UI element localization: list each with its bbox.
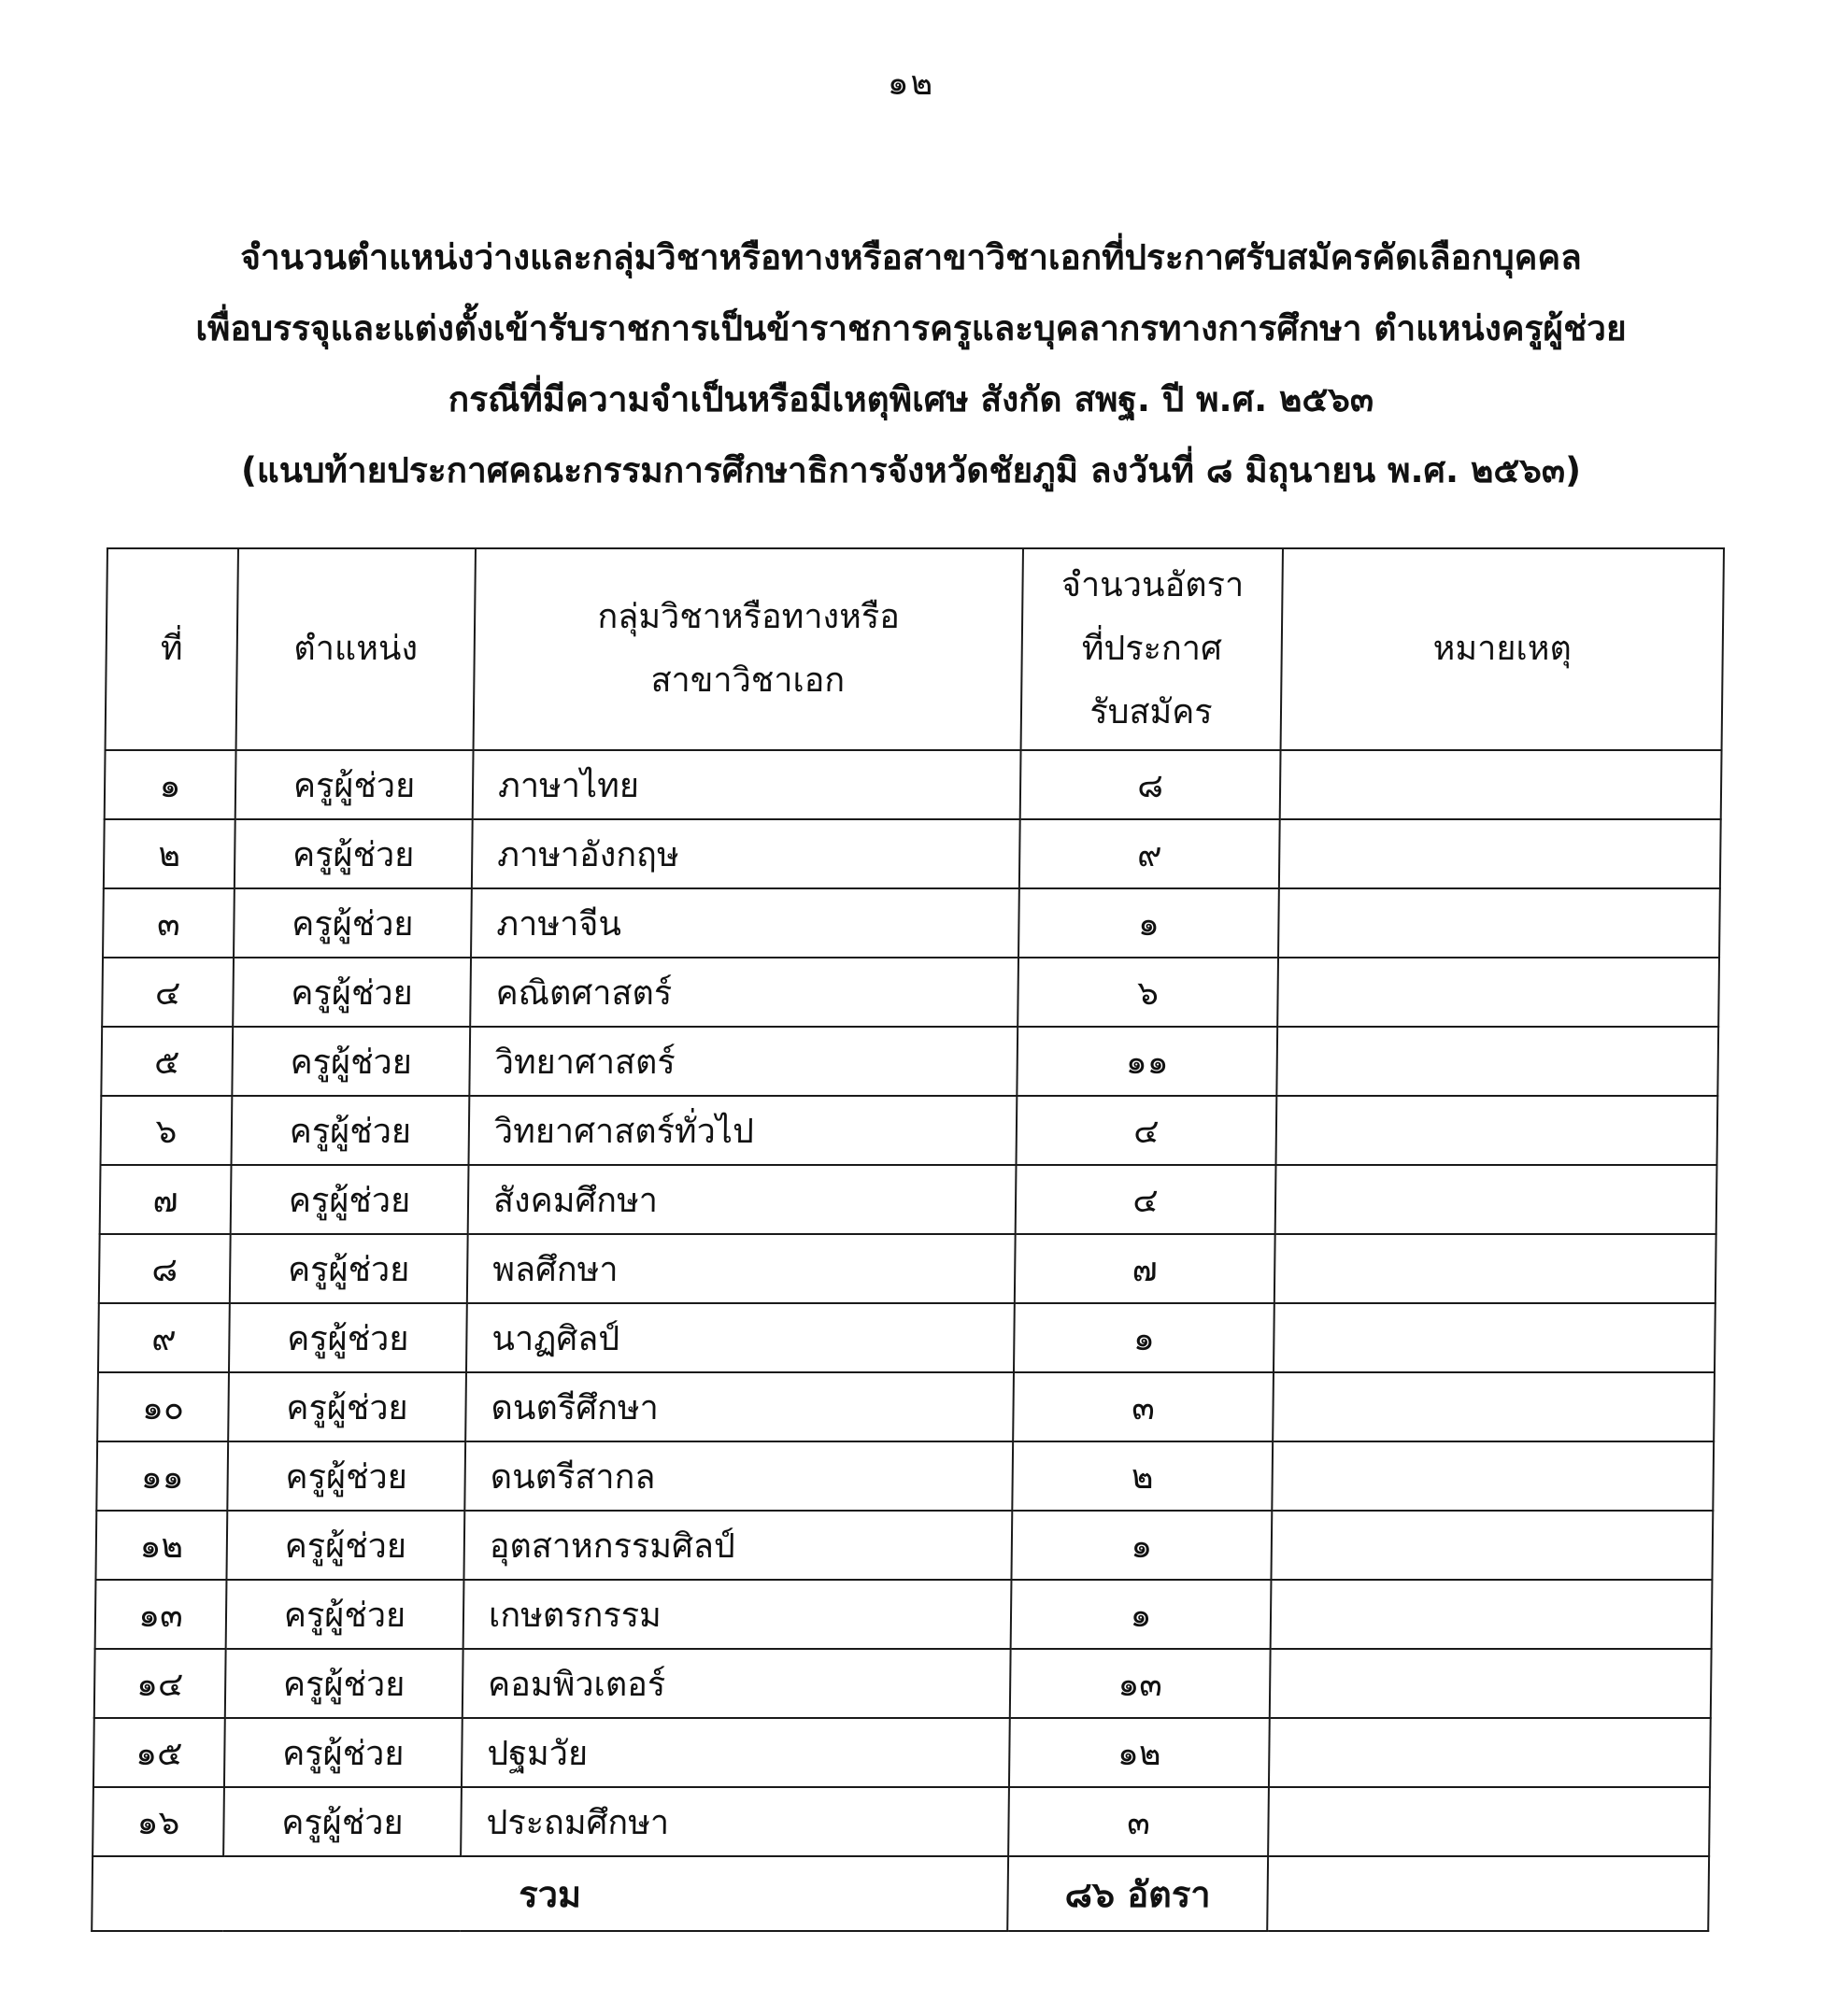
- total-row: [92, 1856, 1709, 1931]
- cell-position: ครูผู้ช่วย: [231, 1165, 469, 1234]
- cell-subject: เกษตรกรรม: [463, 1580, 1012, 1649]
- cell-subject: ภาษาไทย: [473, 750, 1021, 819]
- cell-no: ๑๑: [96, 1441, 228, 1511]
- header-subject: [474, 548, 1023, 750]
- cell-no: ๔: [102, 958, 234, 1027]
- table-row: [100, 1165, 1717, 1234]
- cell-note: [1280, 750, 1722, 819]
- cell-position: ครูผู้ช่วย: [233, 958, 471, 1027]
- cell-count: ๘: [1020, 750, 1281, 819]
- cell-note: [1271, 1511, 1713, 1580]
- cell-subject: ดนตรีสากล: [464, 1441, 1013, 1511]
- cell-count: ๑๒: [1009, 1718, 1270, 1787]
- cell-count: ๑: [1011, 1580, 1272, 1649]
- cell-note: [1275, 1165, 1717, 1234]
- header-note: หมายเหตุ: [1281, 548, 1724, 750]
- cell-count: ๒: [1012, 1441, 1273, 1511]
- cell-no: ๑๕: [93, 1718, 225, 1787]
- cell-subject: ภาษาอังกฤษ: [472, 819, 1020, 888]
- cell-position: ครูผู้ช่วย: [223, 1787, 462, 1856]
- cell-note: [1272, 1441, 1714, 1511]
- page-number: ๑๒: [887, 64, 935, 103]
- cell-count: ๑: [1011, 1511, 1272, 1580]
- cell-count: ๔: [1017, 1096, 1277, 1165]
- table-body: [92, 750, 1721, 1931]
- table-row: [104, 819, 1721, 888]
- cell-subject: ภาษาจีน: [471, 888, 1019, 958]
- cell-position: ครูผู้ช่วย: [224, 1718, 463, 1787]
- document-heading: [56, 222, 1766, 506]
- cell-count: ๑: [1018, 888, 1279, 958]
- heading-line-4: (แนบท้ายประกาศคณะกรรมการศึกษาธิการจังหวัดชัยภูมิ ลงวันที่ ๘ มิถุนายน พ.ศ. ๒๕๖๓): [240, 450, 1582, 490]
- cell-no: ๑: [105, 750, 236, 819]
- cell-note: [1268, 1787, 1710, 1856]
- cell-position: ครูผู้ช่วย: [230, 1234, 468, 1303]
- cell-position: ครูผู้ช่วย: [234, 888, 472, 958]
- total-note: [1267, 1856, 1709, 1931]
- table-row: [102, 958, 1719, 1027]
- cell-subject: พลศึกษา: [467, 1234, 1016, 1303]
- table-row: [93, 1718, 1711, 1787]
- header-count-line-2: ที่ประกาศ: [1081, 630, 1223, 668]
- cell-note: [1270, 1649, 1712, 1718]
- cell-note: [1279, 819, 1721, 888]
- total-count: ๘๖ อัตรา: [1007, 1856, 1268, 1931]
- cell-position: ครูผู้ช่วย: [226, 1511, 464, 1580]
- cell-count: ๖: [1018, 958, 1278, 1027]
- cell-no: ๓: [103, 888, 235, 958]
- table-row: [96, 1441, 1714, 1511]
- cell-note: [1274, 1234, 1716, 1303]
- cell-subject: วิทยาศาสตร์ทั่วไป: [469, 1096, 1018, 1165]
- cell-no: ๗: [100, 1165, 232, 1234]
- cell-position: ครูผู้ช่วย: [225, 1649, 463, 1718]
- cell-no: ๑๔: [94, 1649, 226, 1718]
- table-row: [101, 1096, 1718, 1165]
- header-no: ที่: [106, 548, 238, 750]
- cell-no: ๖: [101, 1096, 233, 1165]
- cell-subject: คอมพิวเตอร์: [463, 1649, 1011, 1718]
- cell-subject: อุตสาหกรรมศิลป์: [463, 1511, 1012, 1580]
- cell-no: ๘: [99, 1234, 231, 1303]
- cell-count: ๑: [1014, 1303, 1274, 1372]
- cell-no: ๑๓: [95, 1580, 227, 1649]
- cell-note: [1274, 1303, 1715, 1372]
- heading-line-2: เพื่อบรรจุและแต่งตั้งเข้ารับราชการเป็นข้าราชการครูและบุคลากรทางการศึกษา ตำแหน่งครูผู้ช่วย: [195, 308, 1627, 348]
- cell-position: ครูผู้ช่วย: [226, 1580, 464, 1649]
- heading-line-3: กรณีที่มีความจำเป็นหรือมีเหตุพิเศษ สังกัด สพฐ. ปี พ.ศ. ๒๕๖๓: [448, 379, 1374, 419]
- table-row: [94, 1649, 1712, 1718]
- total-label: รวม: [92, 1856, 1008, 1931]
- cell-count: ๓: [1008, 1787, 1269, 1856]
- cell-position: ครูผู้ช่วย: [228, 1372, 466, 1441]
- cell-no: ๑๐: [97, 1372, 229, 1441]
- cell-no: ๒: [104, 819, 235, 888]
- cell-subject: วิทยาศาสตร์: [469, 1027, 1018, 1096]
- table-row: [95, 1580, 1713, 1649]
- cell-subject: คณิตศาสตร์: [470, 958, 1018, 1027]
- table-row: [98, 1303, 1715, 1372]
- vacancy-table: [91, 547, 1725, 1932]
- heading-line-1: จำนวนตำแหน่งว่างและกลุ่มวิชาหรือทางหรือสาขาวิชาเอกที่ประกาศรับสมัครคัดเลือกบุคคล: [240, 237, 1582, 277]
- cell-count: ๓: [1013, 1372, 1274, 1441]
- table-row: [105, 750, 1722, 819]
- header-subject-line-2: สาขาวิชาเอก: [650, 661, 846, 700]
- cell-subject: ดนตรีศึกษา: [465, 1372, 1014, 1441]
- cell-count: ๗: [1015, 1234, 1275, 1303]
- cell-no: ๑๒: [95, 1511, 227, 1580]
- table-row: [93, 1787, 1710, 1856]
- cell-position: ครูผู้ช่วย: [229, 1303, 467, 1372]
- cell-position: ครูผู้ช่วย: [235, 819, 473, 888]
- header-count-line-1: จำนวนอัตรา: [1060, 566, 1245, 604]
- cell-count: ๙: [1019, 819, 1280, 888]
- cell-note: [1277, 958, 1719, 1027]
- header-count-line-3: รับสมัคร: [1089, 693, 1213, 731]
- table-row: [103, 888, 1720, 958]
- header-position: ตำแหน่ง: [236, 548, 476, 750]
- table-row: [101, 1027, 1718, 1096]
- cell-no: ๕: [101, 1027, 233, 1096]
- header-subject-line-1: กลุ่มวิชาหรือทางหรือ: [597, 598, 901, 636]
- cell-no: ๑๖: [93, 1787, 224, 1856]
- cell-count: ๑๓: [1010, 1649, 1271, 1718]
- cell-note: [1276, 1096, 1718, 1165]
- cell-subject: ประถมศึกษา: [461, 1787, 1009, 1856]
- table-row: [95, 1511, 1713, 1580]
- cell-note: [1278, 888, 1720, 958]
- cell-subject: นาฏศิลป์: [466, 1303, 1015, 1372]
- cell-position: ครูผู้ช่วย: [235, 750, 474, 819]
- cell-position: ครูผู้ช่วย: [232, 1096, 470, 1165]
- cell-position: ครูผู้ช่วย: [227, 1441, 465, 1511]
- cell-count: ๔: [1016, 1165, 1276, 1234]
- cell-note: [1271, 1580, 1713, 1649]
- table-row: [99, 1234, 1716, 1303]
- cell-note: [1276, 1027, 1718, 1096]
- cell-note: [1269, 1718, 1711, 1787]
- cell-position: ครูผู้ช่วย: [232, 1027, 470, 1096]
- cell-no: ๙: [98, 1303, 230, 1372]
- cell-count: ๑๑: [1017, 1027, 1277, 1096]
- cell-subject: สังคมศึกษา: [468, 1165, 1017, 1234]
- table-header-row: [106, 548, 1724, 750]
- table-row: [97, 1372, 1715, 1441]
- header-count: [1021, 548, 1283, 750]
- cell-note: [1273, 1372, 1715, 1441]
- cell-subject: ปฐมวัย: [462, 1718, 1010, 1787]
